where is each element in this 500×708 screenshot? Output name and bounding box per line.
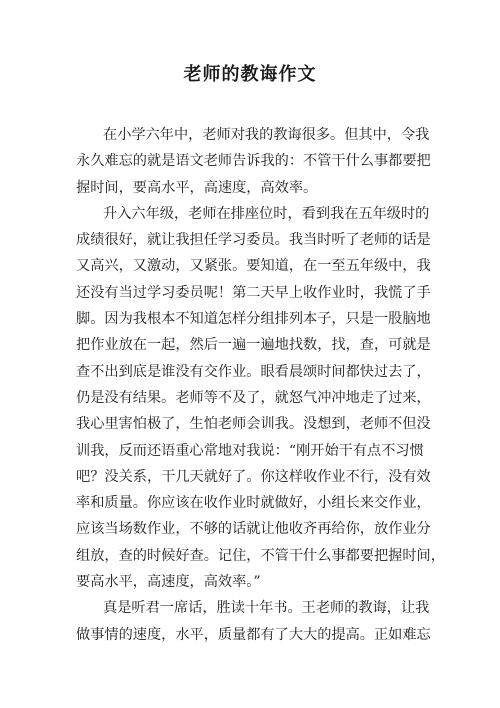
text-line: 成绩很好，就让我担任学习委员。我当时听了老师的话是 <box>76 232 431 249</box>
text-line: 真是听君一席话，胜读十年书。王老师的教诲，让我 <box>103 600 430 617</box>
text-line: 吧？没关系，干几天就好了。你这样收作业不行，没有效 <box>76 468 431 485</box>
paragraph <box>76 595 433 648</box>
text-line: 训我，反而还语重心常地对我说：“刚开始干有点不习惯 <box>76 442 424 459</box>
text-line: 要高水平，高速度，高效率。” <box>76 574 261 591</box>
text-line: 升入六年级，老师在排座位时，看到我在五年级时的 <box>103 205 430 222</box>
text-line: 做事情的速度，水平，质量都有了大大的提高。正如难忘 <box>76 626 431 643</box>
article-body <box>76 122 445 648</box>
text-line: 在小学六年中，老师对我的教诲很多。但其中，令我 <box>103 127 430 143</box>
text-line: 查不出到底是谁没有交作业。眼看晨颂时间都快过去了， <box>76 363 431 380</box>
page-title: 老师的教诲作文 <box>183 64 317 85</box>
paragraph <box>76 201 445 595</box>
text-line: 应该当场数作业，不够的话就让他收齐再给你，放作业分 <box>76 521 431 538</box>
paragraph <box>76 122 433 201</box>
text-line: 脚。因为我根本不知道怎样分组排列本子，只是一股脑地 <box>76 311 431 328</box>
text-line: 组放，查的时候好查。记住，不管干什么事都要把握时间， <box>76 547 445 564</box>
text-line: 又高兴，又激动，又紧张。要知道，在一至五年级中，我 <box>76 258 431 275</box>
text-line: 率和质量。你应该在收作业时就做好，小组长来交作业， <box>76 495 431 512</box>
text-line: 握时间，要高水平，高速度，高效率。 <box>76 179 318 196</box>
text-line: 还没有当过学习委员呢！第二天早上收作业时，我慌了手 <box>76 284 431 301</box>
text-line: 仍是没有结果。老师等不及了，就怒气冲冲地走了过来， <box>76 389 431 406</box>
text-line: 把作业放在一起，然后一遍一遍地找数，找，查，可就是 <box>76 337 431 354</box>
text-line: 我心里害怕极了，生怕老师会训我。没想到，老师不但没 <box>76 416 431 433</box>
text-line: 永久难忘的就是语文老师告诉我的：不管干什么事都要把 <box>76 153 431 170</box>
